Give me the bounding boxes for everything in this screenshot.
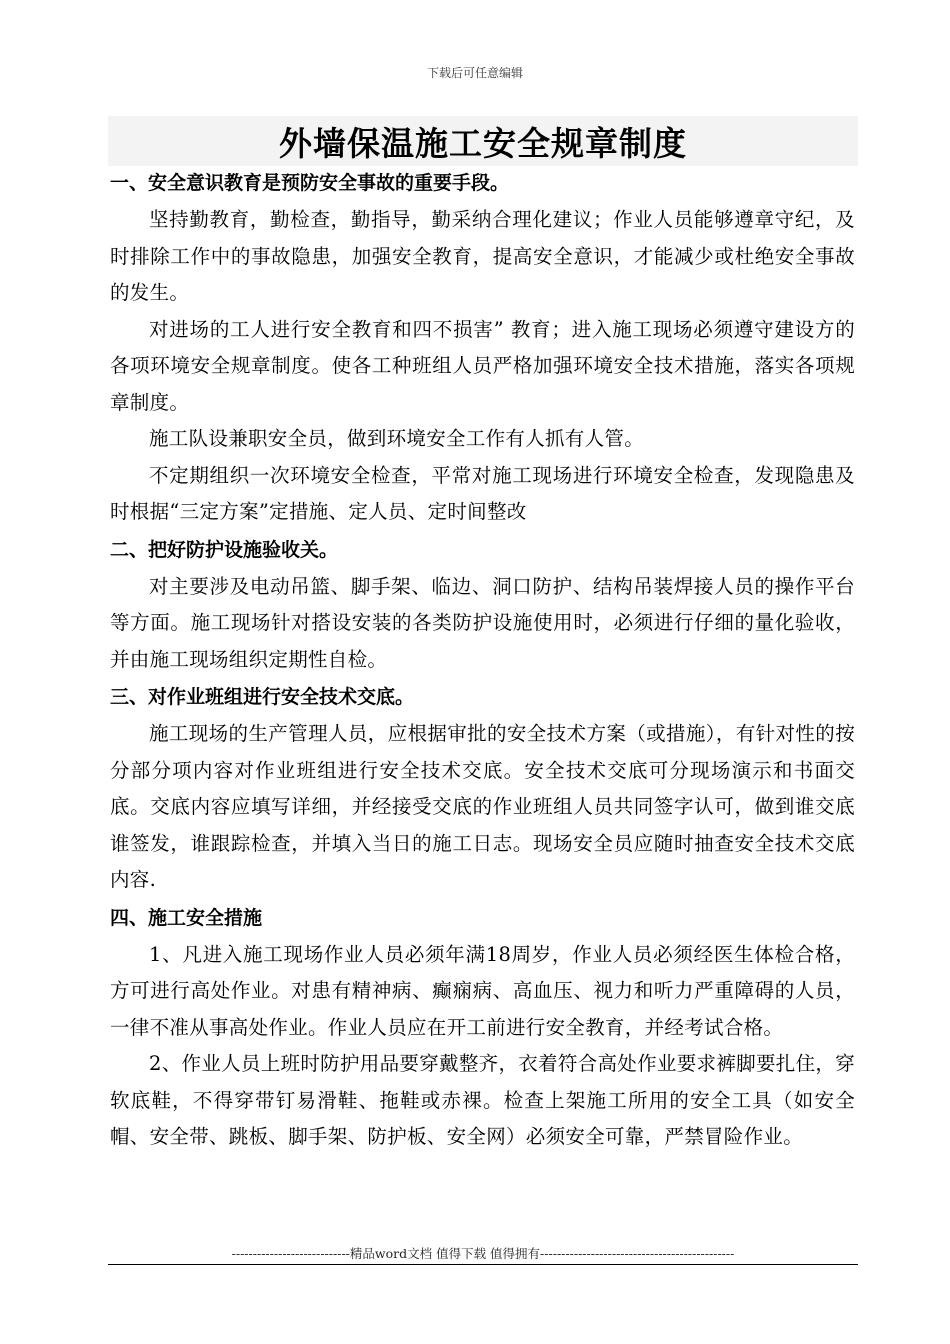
paragraph: 2、作业人员上班时防护用品要穿戴整齐，衣着符合高处作业要求裤脚要扎住，穿软底鞋，不得穿带钉易滑鞋、拖鞋或赤裸。检查上架施工所用的安全工具（如安全帽、安全带、跳板、脚手架、防护板、安全网）必须安全可靠，严禁冒险作业。 <box>110 1052 855 1148</box>
paragraph: 对进场的工人进行安全教育和四不损害” 教育；进入施工现场必须遵守建设方的各项环境安全规章制度。使各工种班组人员严格加强环境安全技术措施，落实各项规章制度。 <box>110 317 855 414</box>
section-heading: 二、把好防护设施验收关。 <box>110 538 339 561</box>
paragraph: 坚持勤教育，勤检查，勤指导，勤采纳合理化建议；作业人员能够遵章守纪，及时排除工作中的事故隐患，加强安全教育，提高安全意识，才能减少或杜绝安全事故的发生。 <box>110 208 855 304</box>
paragraph: 对主要涉及电动吊篮、脚手架、临边、洞口防护、结构吊装焊接人员的操作平台等方面。施工现场针对搭设安装的各类防护设施使用时，必须进行仔细的量化验收，并由施工现场组织定期性自检。 <box>110 574 855 671</box>
paragraph: 施工现场的生产管理人员，应根据审批的安全技术方案（或措施），有针对性的按分部分项内容对作业班组进行安全技术交底。安全技术交底可分现场演示和书面交底。交底内容应填写详细，并经接受交底的作业班组人员共同签字认可，做到谁交底谁签发，谁跟踪检查，并填入当日的施工日志。现场安全员应随时抽查安全技术交底内容. <box>110 722 855 891</box>
paragraph: 施工队设兼职安全员，做到环境安全工作有人抓有人管。 <box>149 427 645 450</box>
page-header-note: 下载后可任意编辑 <box>426 66 523 80</box>
paragraph: 1、凡进入施工现场作业人员必须年满18周岁，作业人员必须经医生体检合格，方可进行高处作业。对患有精神病、癫痫病、高血压、视力和听力严重障碍的人员，一律不准从事高处作业。作业人员应在开工前进行安全教育，并经考试合格。 <box>110 942 855 1039</box>
footer-divider <box>108 1264 858 1265</box>
section-heading: 四、施工安全措施 <box>110 906 263 929</box>
section-heading: 一、安全意识教育是预防安全事故的重要手段。 <box>110 172 510 194</box>
paragraph: 不定期组织一次环境安全检查，平常对施工现场进行环境安全检查，发现隐患及时根据“三定方案”定措施、定人员、定时间整改 <box>110 463 855 523</box>
document-body <box>110 164 855 1156</box>
section-heading: 三、对作业班组进行安全技术交底。 <box>110 686 415 708</box>
document-title: 外墙保温施工安全规章制度 <box>279 124 687 163</box>
page-footer-note: ----------------------------精品word文档 值得下载 值得拥有---------------------------------------------- <box>231 1246 735 1261</box>
